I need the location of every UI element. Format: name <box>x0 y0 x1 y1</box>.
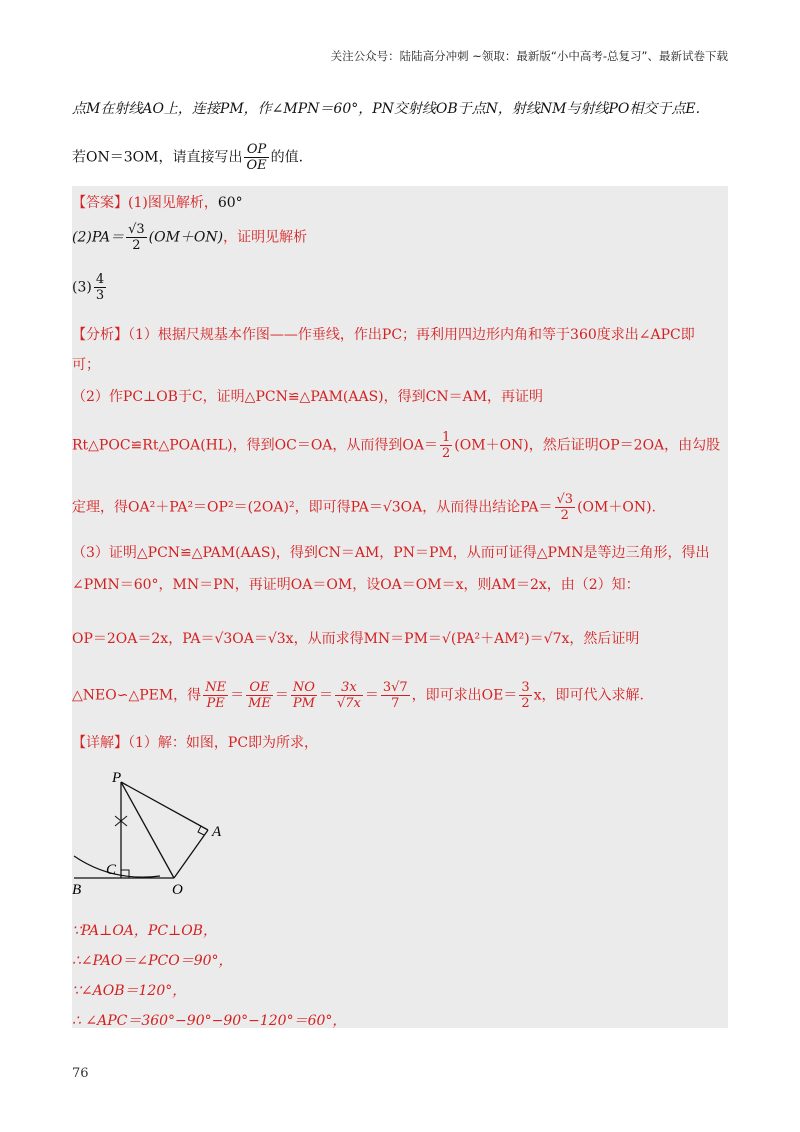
detail-1-text: （1）解：如图，PC即为所求， <box>128 735 319 751</box>
step-line-4: ∴ ∠APC＝360°−90°−90°−120°＝60°， <box>72 1013 347 1029</box>
fraction-denominator: OE <box>246 158 267 173</box>
analysis-line-5: （3）证明△PCN≌△PAM(AAS)，得到CN＝AM，PN＝PM，从而可证得△PMN是等边三角形，得出 <box>72 545 710 561</box>
segment-ao <box>174 830 208 878</box>
geometry-figure <box>72 764 252 904</box>
answer-line-2 <box>72 222 307 253</box>
analysis-label: 【分析】 <box>72 327 128 343</box>
fraction-numerator: OP <box>244 142 268 158</box>
fraction-sqrt3-2 <box>126 222 147 253</box>
analysis-line-3 <box>72 430 720 461</box>
analysis-4a: 定理，得OA²＋PA²＝OP²＝(2OA)²，即可得PA＝√3OA，从而得出结论PA＝ <box>72 499 553 516</box>
answer-line-3 <box>72 272 108 303</box>
fraction-denominator: 2 <box>521 696 530 711</box>
fraction-numerator: 4 <box>95 272 105 287</box>
problem-line-2-pre: 若ON＝3OM，请直接写出 <box>72 149 243 166</box>
fraction-numerator: 1 <box>442 430 451 445</box>
fraction-ne-pe <box>203 680 228 711</box>
analysis-3a: Rt△POC≌Rt△POA(HL)，得到OC＝OA，从而得到OA＝ <box>72 437 439 454</box>
fraction-denominator: 2 <box>442 446 451 461</box>
fraction-4-3 <box>94 272 106 303</box>
answer-2-red: ，证明见解析 <box>223 229 308 246</box>
analysis-1-text: （1）根据尺规基本作图——作垂线，作出PC；再利用四边形内角和等于360度求出∠APC即 <box>128 327 695 343</box>
analysis-8c: x，即可代入求解. <box>533 687 644 704</box>
answer-label: 【答案】 <box>72 195 128 211</box>
analysis-4b: (OM＋ON). <box>577 499 656 516</box>
detail-line-1 <box>72 732 318 752</box>
analysis-line-4 <box>72 492 656 523</box>
fraction-denominator: PE <box>206 696 225 711</box>
step-line-2: ∴∠PAO＝∠PCO＝90°， <box>72 953 233 969</box>
fraction-numerator: NE <box>205 680 227 695</box>
fraction-no-pm <box>291 680 317 711</box>
analysis-line-1 <box>72 324 695 344</box>
answer-2-pre: (2)PA＝ <box>72 229 125 246</box>
fraction-denominator: 7 <box>391 696 400 711</box>
step-line-3: ∵∠AOB＝120°， <box>72 983 187 999</box>
step-line-1: ∵PA⊥OA，PC⊥OB， <box>72 923 217 939</box>
fraction-sqrt3-2-b <box>555 492 576 523</box>
fraction-denominator: √7x <box>336 696 361 711</box>
fraction-numerator: 3 <box>521 680 530 695</box>
answer-1-text: (1)图见解析， <box>128 195 218 211</box>
label-o: O <box>172 882 183 898</box>
fraction-denominator: PM <box>292 696 315 711</box>
problem-line-2-post: 的值. <box>270 149 304 166</box>
fraction-3sqrt7-7 <box>381 680 410 711</box>
page-number: 76 <box>72 1066 89 1081</box>
fraction-3-2 <box>519 680 531 711</box>
analysis-line-7: OP＝2OA＝2x，PA＝√3OA＝√3x，从而求得MN＝PM＝√(PA²＋AM²)＝√7x，然后证明 <box>72 631 640 647</box>
fraction-numerator: 3x <box>335 680 363 696</box>
fraction-numerator: √3 <box>128 222 145 237</box>
analysis-line-1b: 可； <box>72 357 100 373</box>
fraction-numerator: √3 <box>556 492 574 507</box>
fraction-numerator: NO <box>291 680 317 696</box>
fraction-denominator: 3 <box>95 288 105 303</box>
fraction-1-2 <box>440 430 452 461</box>
label-p: P <box>112 770 122 786</box>
analysis-8a: △NEO∽△PEM，得 <box>72 687 202 704</box>
fraction-op-oe <box>244 142 268 173</box>
analysis-3b: (OM＋ON)，然后证明OP＝2OA，由勾股 <box>454 437 721 454</box>
fraction-3x-sqrt7x <box>335 680 363 711</box>
label-c: C <box>106 862 117 878</box>
fraction-numerator: 3√7 <box>382 680 408 695</box>
label-a: A <box>212 824 222 840</box>
fraction-denominator: 2 <box>132 238 141 253</box>
fraction-oe-me <box>246 680 273 711</box>
analysis-8b: ，即可求出OE＝ <box>411 687 518 704</box>
fraction-denominator: ME <box>248 696 271 711</box>
answer-1-value: 60° <box>217 195 243 211</box>
analysis-line-6: ∠PMN＝60°，MN＝PN，再证明OA＝OM，设OA＝OM＝x，则AM＝2x，由（2）知： <box>72 577 640 593</box>
analysis-line-8: △NEO∽△PEM，得 $\frac{NE}{PE}$ ＝ $\frac{OE}{ME}$ ＝ $\frac{NO}{PM}$ ＝ $\frac{3x}{√7x}$ ＝ $\frac{3√7}{7}$ ，即可求出OE＝ $\frac{3}{2}$ x，即可代入求解. <box>72 680 644 711</box>
problem-line-1: 点M在射线AO上，连接PM，作∠MPN＝60°，PN交射线OB于点N，射线NM与射线PO相交于点E. <box>72 101 701 117</box>
problem-line-2 <box>72 142 303 173</box>
answer-2-mid: (OM＋ON) <box>148 229 224 246</box>
analysis-line-2: （2）作PC⊥OB于C，证明△PCN≌△PAM(AAS)，得到CN＝AM，再证明 <box>72 389 544 405</box>
construction-arc <box>74 856 160 877</box>
answer-3-pre: (3) <box>72 279 92 296</box>
detail-label: 【详解】 <box>72 735 128 751</box>
fraction-denominator: 2 <box>560 508 569 523</box>
fraction-numerator: OE <box>246 680 273 696</box>
answer-line-1 <box>72 192 243 212</box>
label-b: B <box>72 882 82 898</box>
page-header: 关注公众号：陆陆高分冲刺 ~领取：最新版“小中高考-总复习”、最新试卷下载 <box>330 49 728 63</box>
